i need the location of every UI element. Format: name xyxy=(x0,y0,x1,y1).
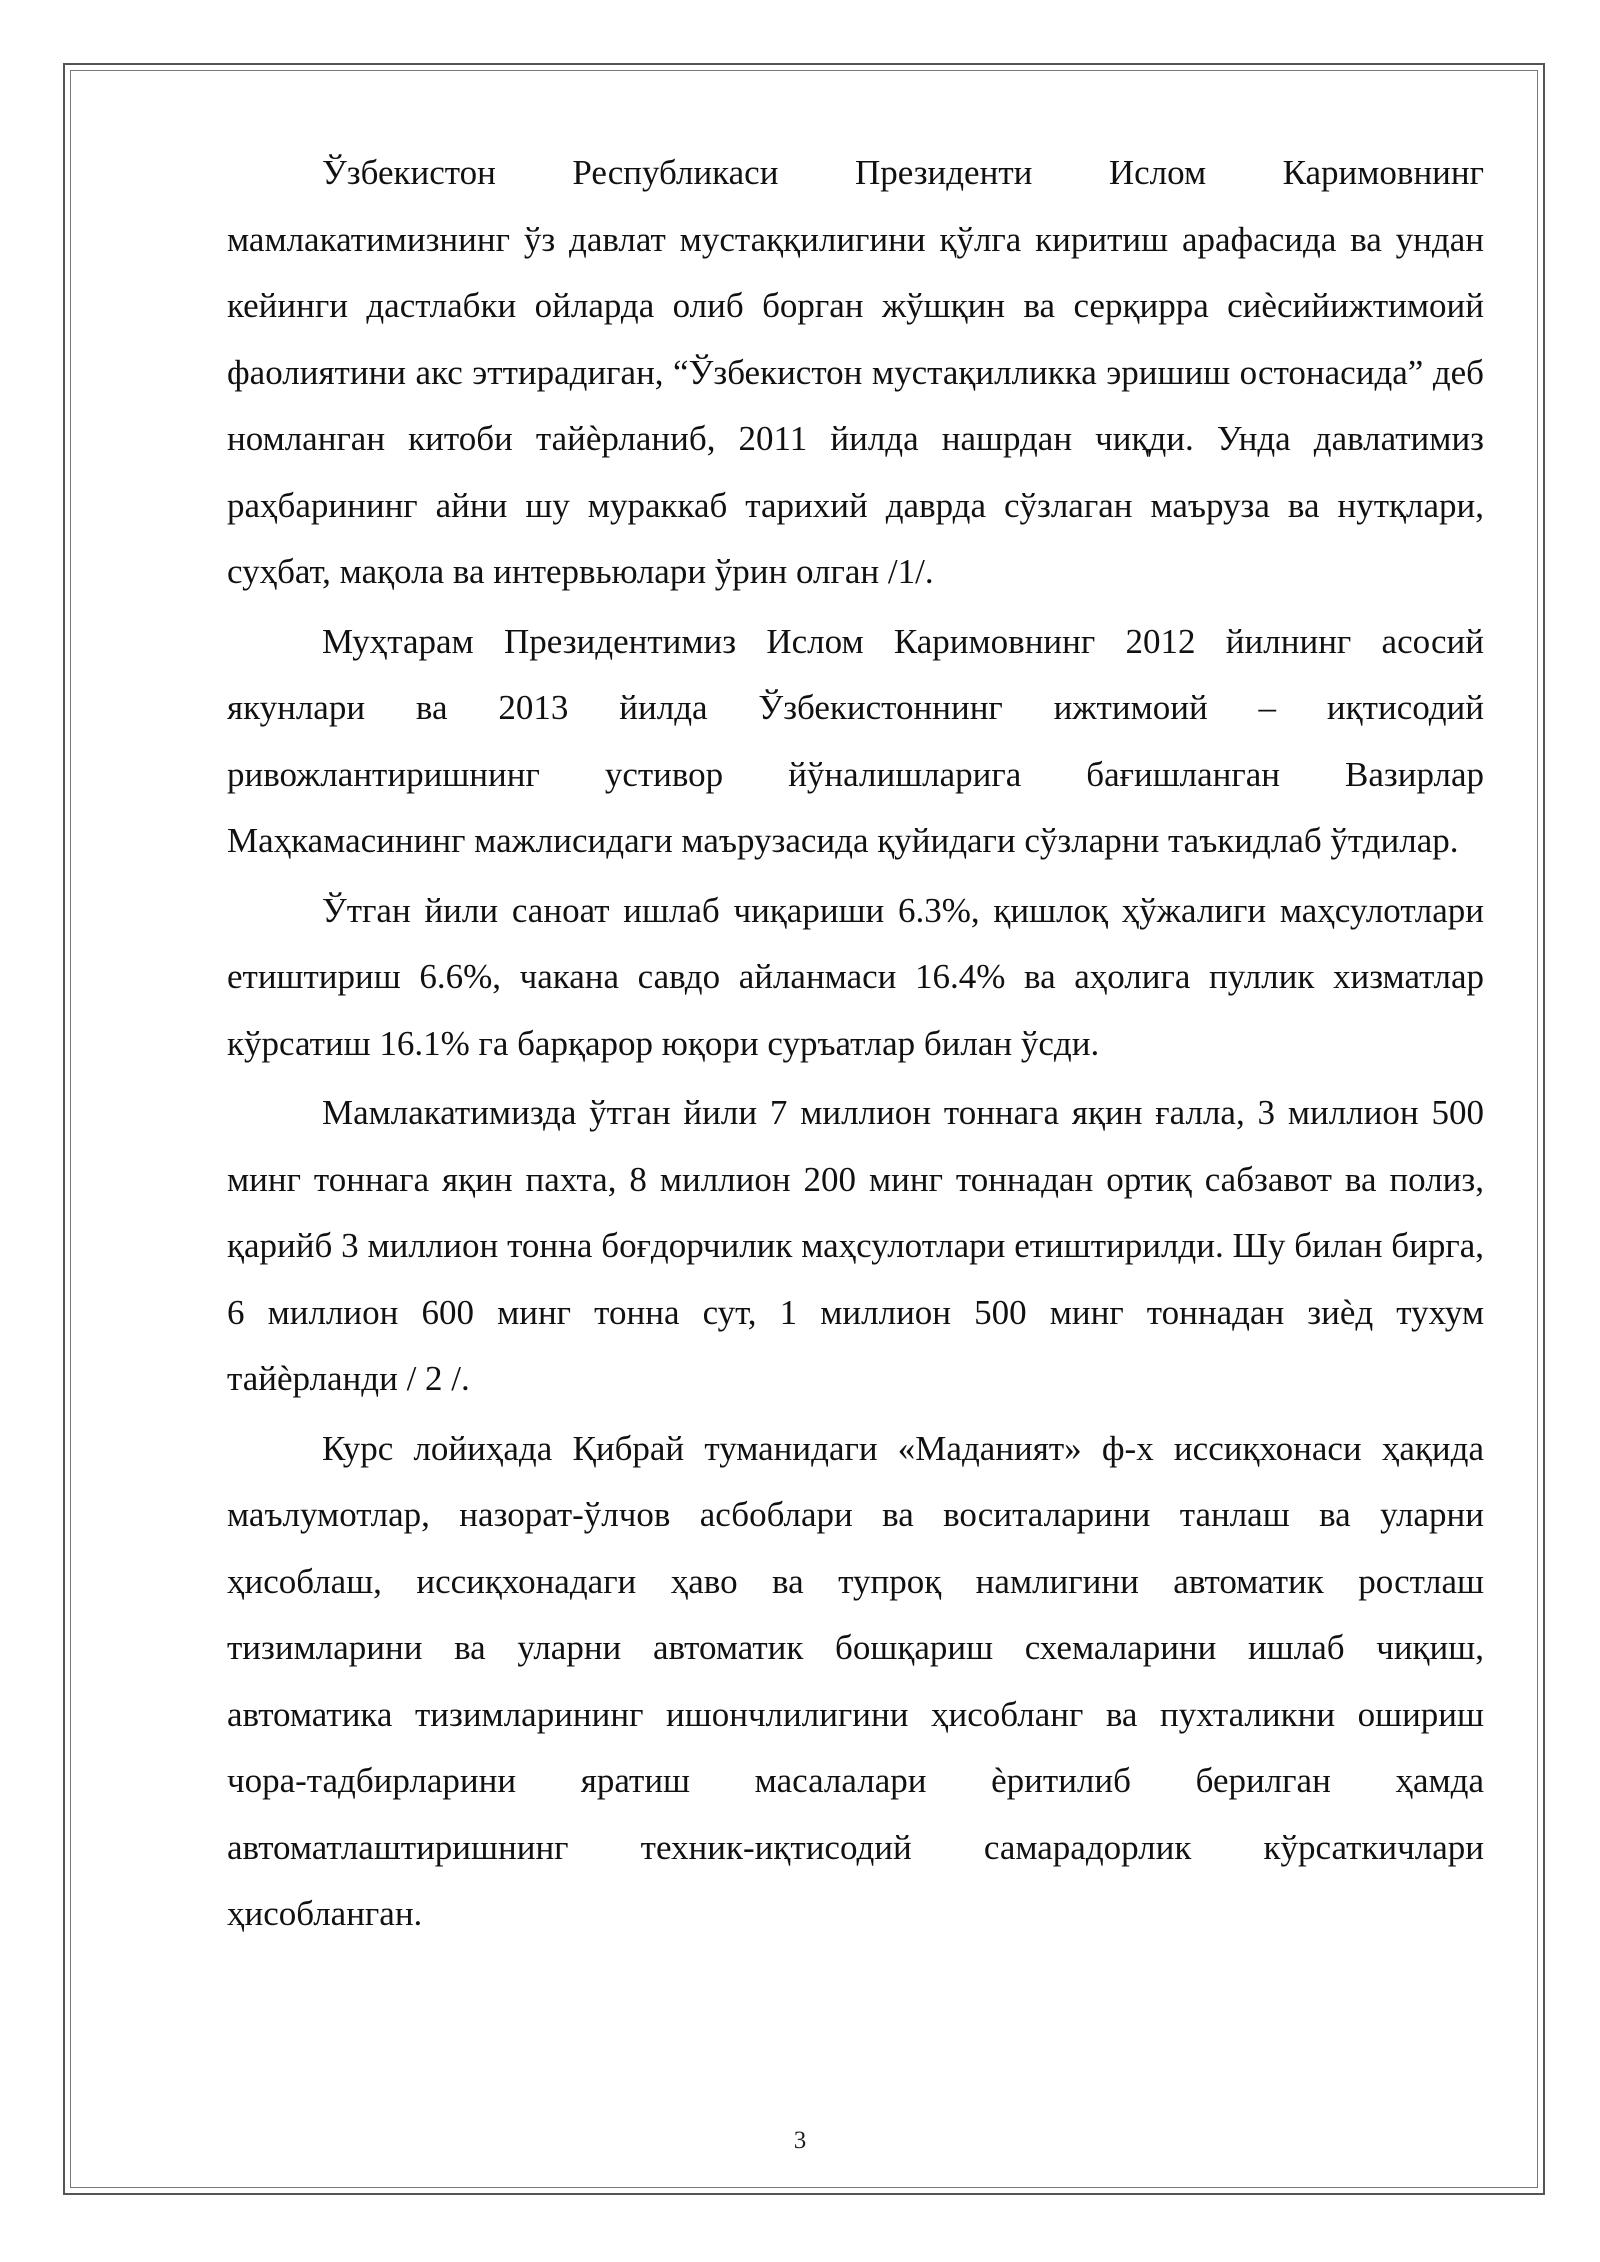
document-body xyxy=(227,140,1484,1948)
page-number: 3 xyxy=(793,2127,807,2154)
paragraph-1: Ўзбекистон Республикаси Президенти Ислом Каримовнинг мамлакатимизнинг ўз давлат мустаққилигини қўлга киритиш арафасида ва ундан кейинги дастлабки ойларда олиб борган жўшқин ва серқирра сиѐсийижтимоий фаолиятини акс эттирадиган, “Ўзбекистон мустақилликка эришиш остонасида” деб номланган китоби тайѐрланиб, 2011 йилда нашрдан чиқди. Унда давлатимиз раҳбарининг айни шу мураккаб тарихий даврда сўзлаган маъруза ва нутқлари, суҳбат, мақола ва интервьюлари ўрин олган /1/. xyxy=(227,153,1484,591)
paragraph-3: Ўтган йили саноат ишлаб чиқариши 6.3%, қишлоқ ҳўжалиги маҳсулотлари етиштириш 6.6%, чакана савдо айланмаси 16.4% ва аҳолига пуллик хизматлар кўрсатиш 16.1% га барқарор юқори суръатлар билан ўсди. xyxy=(227,890,1484,1063)
paragraph-5: Курс лойиҳада Қибрай туманидаги «Маданият» ф-х иссиқхонаси ҳақида маълумотлар, назорат-ўлчов асбоблари ва воситаларини танлаш ва уларни ҳисоблаш, иссиқхонадаги ҳаво ва тупроқ намлигини автоматик ростлаш тизимларини ва уларни автоматик бошқариш схемаларини ишлаб чиқиш, автоматика тизимларининг ишончлилигини ҳисобланг ва пухталикни ошириш чора-тадбирларини яратиш масалалари ѐритилиб берилган ҳамда автоматлаштиришнинг техник-иқтисодий самарадорлик кўрсаткичлари ҳисобланган. xyxy=(227,1428,1484,1933)
paragraph-2: Муҳтарам Президентимиз Ислом Каримовнинг 2012 йилнинг асосий якунлари ва 2013 йилда Ўзбекистоннинг ижтимоий – иқтисодий ривожлантиришнинг устивор йўналишларига бағишланган Вазирлар Маҳкамасининг мажлисидаги маърузасида қуйидаги сўзларни таъкидлаб ўтдилар. xyxy=(227,621,1484,860)
paragraph-4: Мамлакатимизда ўтган йили 7 миллион тоннага яқин ғалла, 3 миллион 500 минг тоннага яқин пахта, 8 миллион 200 минг тоннадан ортиқ сабзавот ва полиз, қарийб 3 миллион тонна боғдорчилик маҳсулотлари етиштирилди. Шу билан бирга, 6 миллион 600 минг тонна сут, 1 миллион 500 минг тоннадан зиѐд тухум тайѐрланди / 2 /. xyxy=(227,1093,1484,1398)
